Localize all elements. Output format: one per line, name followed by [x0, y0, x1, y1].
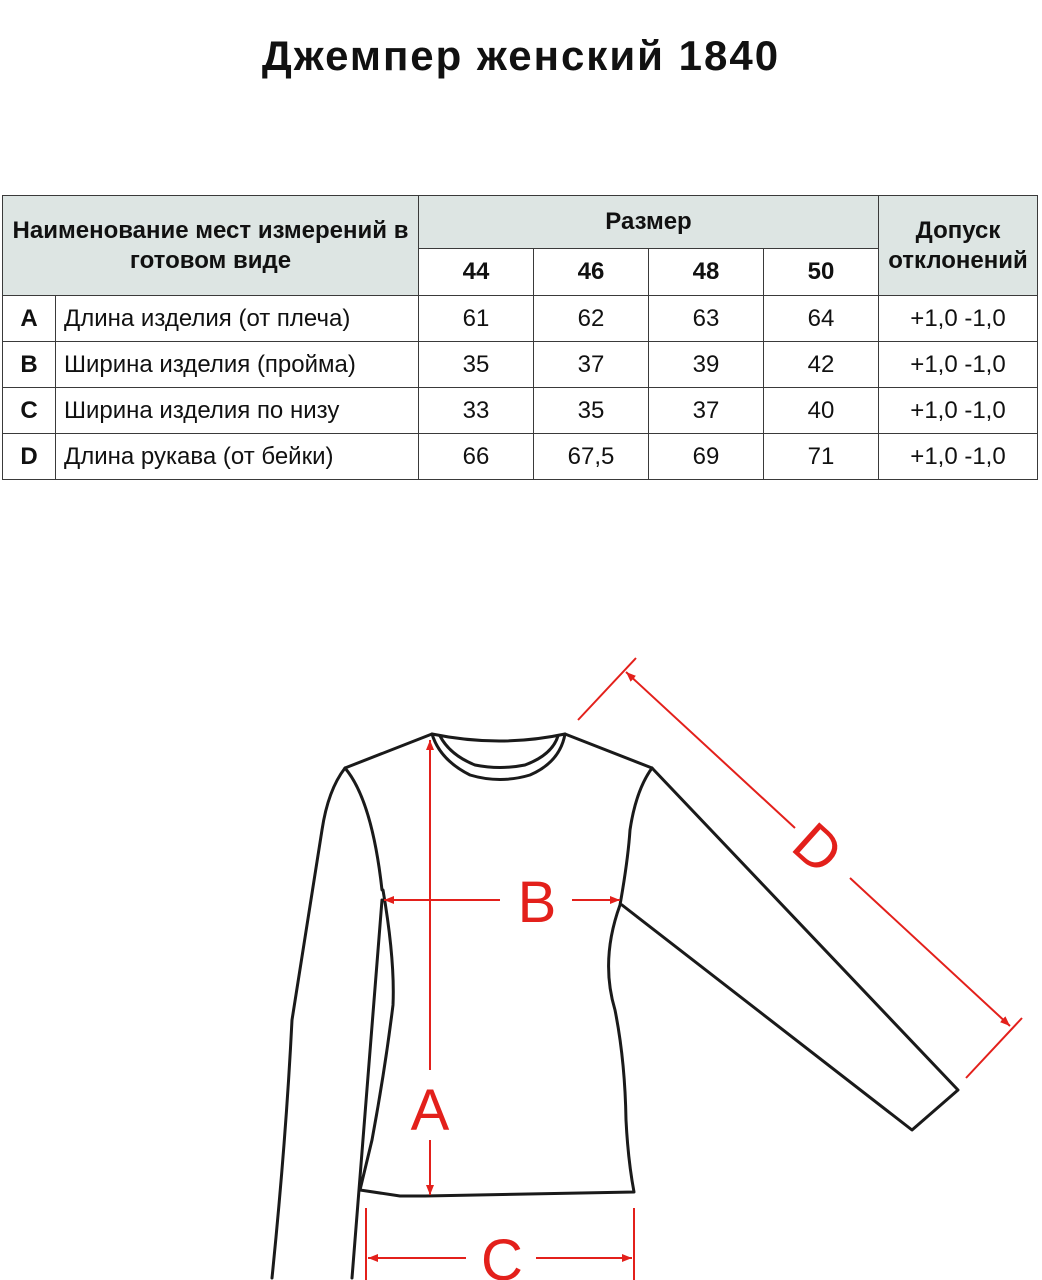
row-value: 66 [419, 434, 534, 480]
row-value: 35 [534, 388, 649, 434]
row-value: 69 [649, 434, 764, 480]
left-sleeve-outline [345, 768, 382, 890]
row-name: Ширина изделия (пройма) [56, 342, 419, 388]
size-col: 50 [764, 249, 879, 296]
row-value: 61 [419, 296, 534, 342]
row-letter: D [3, 434, 56, 480]
size-table [2, 195, 1038, 480]
table-row [3, 342, 1038, 388]
row-value: 35 [419, 342, 534, 388]
row-value: 40 [764, 388, 879, 434]
row-tolerance: +1,0 -1,0 [879, 342, 1038, 388]
row-tolerance: +1,0 -1,0 [879, 434, 1038, 480]
table-row [3, 434, 1038, 480]
row-value: 71 [764, 434, 879, 480]
row-name: Длина рукава (от бейки) [56, 434, 419, 480]
dimension-d-label: D [780, 810, 855, 887]
row-value: 64 [764, 296, 879, 342]
row-value: 33 [419, 388, 534, 434]
page-title: Джемпер женский 1840 [261, 32, 781, 79]
sweater-outline [272, 734, 958, 1278]
dimension-c-label: C [481, 1228, 523, 1280]
row-value: 37 [649, 388, 764, 434]
row-name: Длина изделия (от плеча) [56, 296, 419, 342]
size-col: 48 [649, 249, 764, 296]
size-col: 46 [534, 249, 649, 296]
row-tolerance: +1,0 -1,0 [879, 296, 1038, 342]
header-measurement-name: Наименование мест измерений в готовом виде [3, 196, 419, 296]
dimension-a-label: A [410, 1078, 450, 1143]
row-letter: B [3, 342, 56, 388]
size-col: 44 [419, 249, 534, 296]
row-value: 62 [534, 296, 649, 342]
header-tolerance: Допуск отклонений [879, 196, 1038, 296]
row-value: 37 [534, 342, 649, 388]
row-value: 39 [649, 342, 764, 388]
row-value: 67,5 [534, 434, 649, 480]
row-name: Ширина изделия по низу [56, 388, 419, 434]
table-row [3, 296, 1038, 342]
row-value: 63 [649, 296, 764, 342]
garment-diagram [0, 600, 1042, 1280]
row-letter: A [3, 296, 56, 342]
table-row [3, 388, 1038, 434]
row-tolerance: +1,0 -1,0 [879, 388, 1038, 434]
row-letter: C [3, 388, 56, 434]
row-value: 42 [764, 342, 879, 388]
header-size: Размер [419, 196, 879, 249]
dimension-b-label: B [517, 870, 557, 935]
sweater-body-outline [272, 734, 652, 1278]
neckline-back [432, 734, 565, 741]
